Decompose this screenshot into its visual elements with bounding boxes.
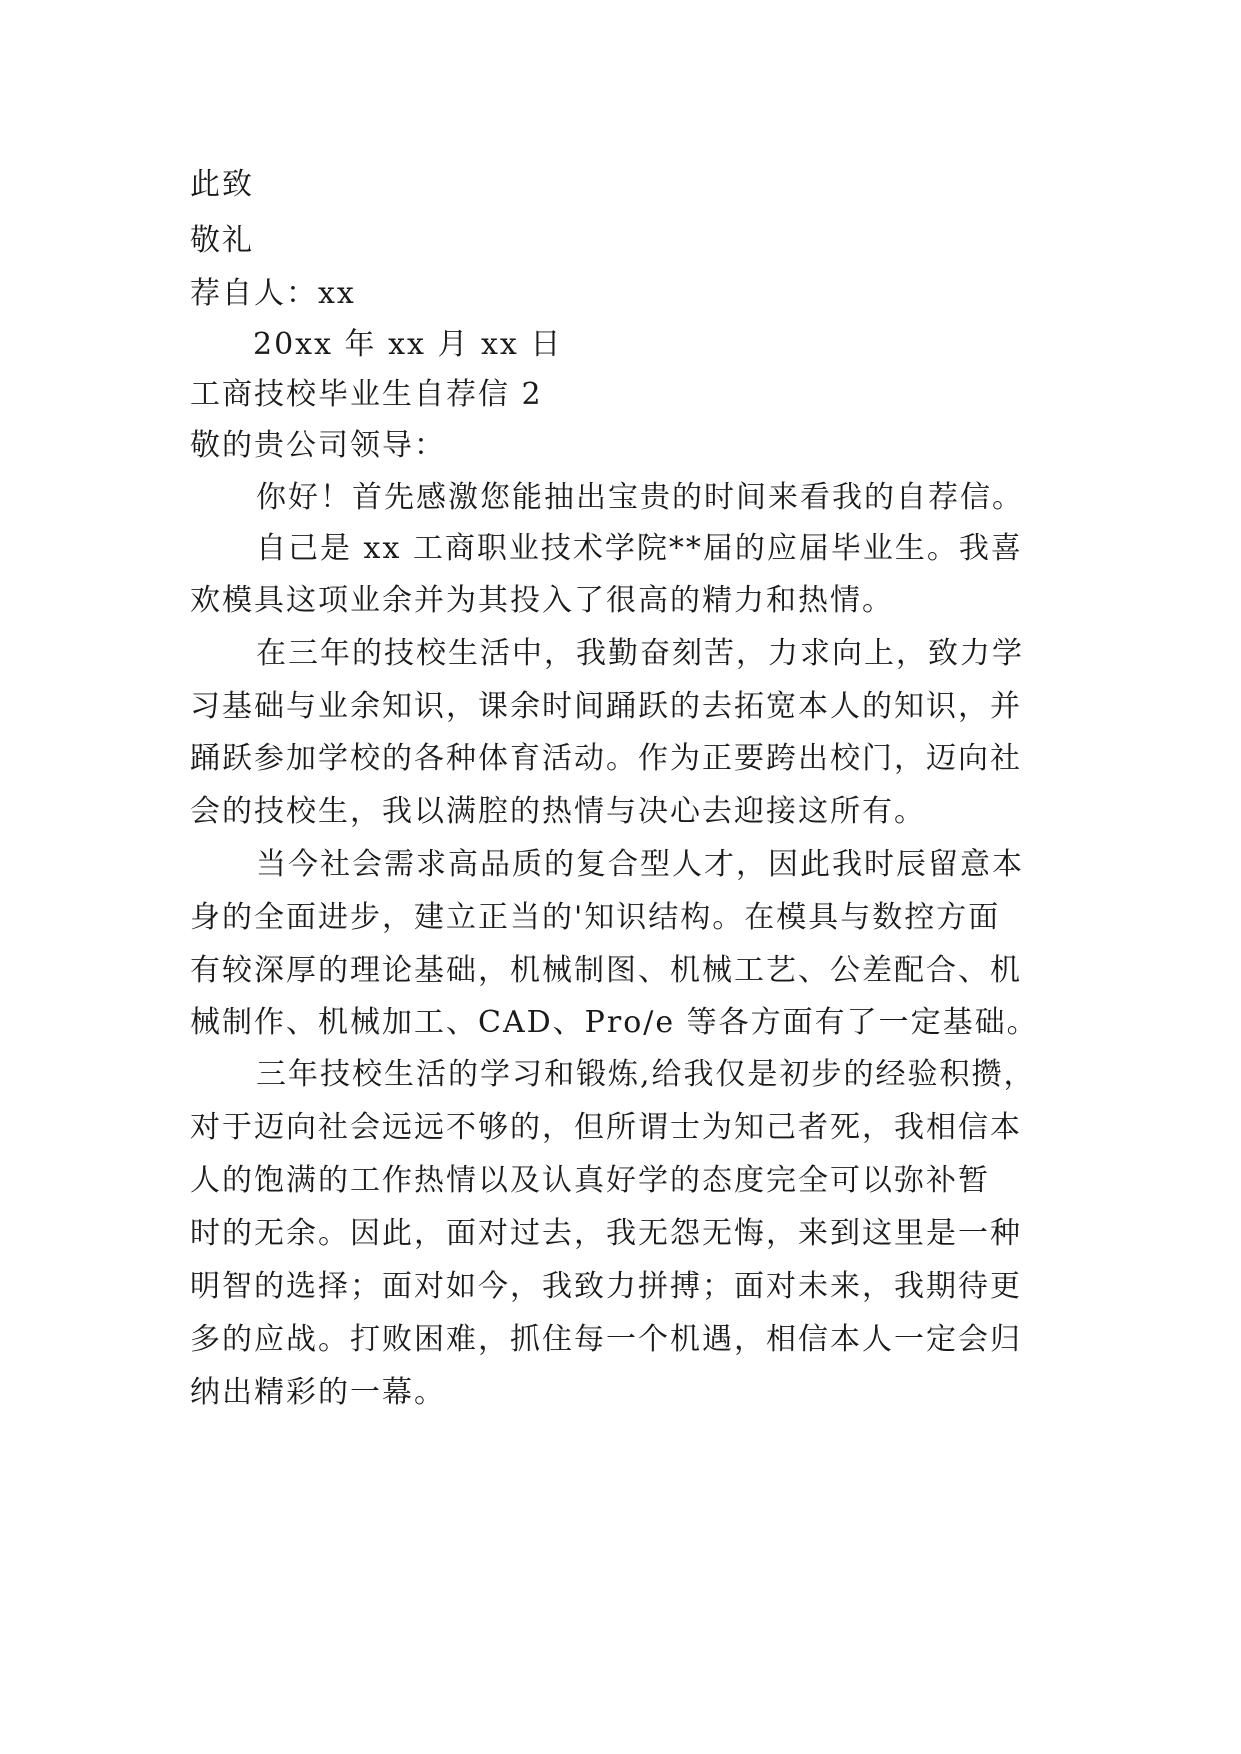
body-line: 纳出精彩的一幕。	[190, 1375, 446, 1410]
signature-line: 荐自人：xx	[190, 276, 356, 311]
body-line: 明智的选择；面对如今，我致力拼搏；面对未来，我期待更	[190, 1269, 1022, 1304]
body-line: 时的无余。因此，面对过去，我无怨无悔，来到这里是一种	[190, 1216, 1022, 1251]
body-line: 械制作、机械加工、CAD、Pro/e 等各方面有了一定基础。	[190, 1005, 1039, 1040]
body-line: 你好！首先感激您能抽出宝贵的时间来看我的自荐信。	[256, 480, 1024, 515]
body-line: 有较深厚的理论基础，机械制图、机械工艺、公差配合、机	[190, 953, 1022, 988]
body-line: 多的应战。打败困难，抓住每一个机遇，相信本人一定会归	[190, 1322, 1022, 1357]
body-line: 习基础与业余知识，课余时间踊跃的去拓宽本人的知识，并	[190, 689, 1022, 724]
body-line: 会的技校生，我以满腔的热情与决心去迎接这所有。	[190, 794, 926, 829]
body-line: 自己是 xx 工商职业技术学院**届的应届毕业生。我喜	[256, 531, 1023, 566]
body-line: 人的饱满的工作热情以及认真好学的态度完全可以弥补暂	[190, 1163, 990, 1198]
body-line: 三年技校生活的学习和锻炼,给我仅是初步的经验积攒，	[256, 1057, 1036, 1092]
body-line: 对于迈向社会远远不够的，但所谓士为知己者死，我相信本	[190, 1110, 1022, 1145]
body-line: 身的全面进步，建立正当的'知识结构。在模具与数控方面	[190, 900, 1001, 935]
closing-line: 此致	[190, 167, 254, 202]
body-line: 欢模具这项业余并为其投入了很高的精力和热情。	[190, 583, 894, 618]
body-line: 在三年的技校生活中，我勤奋刻苦，力求向上，致力学	[256, 636, 1024, 671]
salutation-line: 敬礼	[190, 223, 254, 258]
greeting-line: 敬的贵公司领导：	[190, 428, 446, 463]
body-line: 踊跃参加学校的各种体育活动。作为正要跨出校门，迈向社	[190, 741, 1022, 776]
date-line: 20xx 年 xx 月 xx 日	[253, 327, 563, 362]
body-line: 当今社会需求高品质的复合型人才，因此我时辰留意本	[256, 847, 1024, 882]
letter-title: 工商技校毕业生自荐信 2	[190, 377, 543, 412]
